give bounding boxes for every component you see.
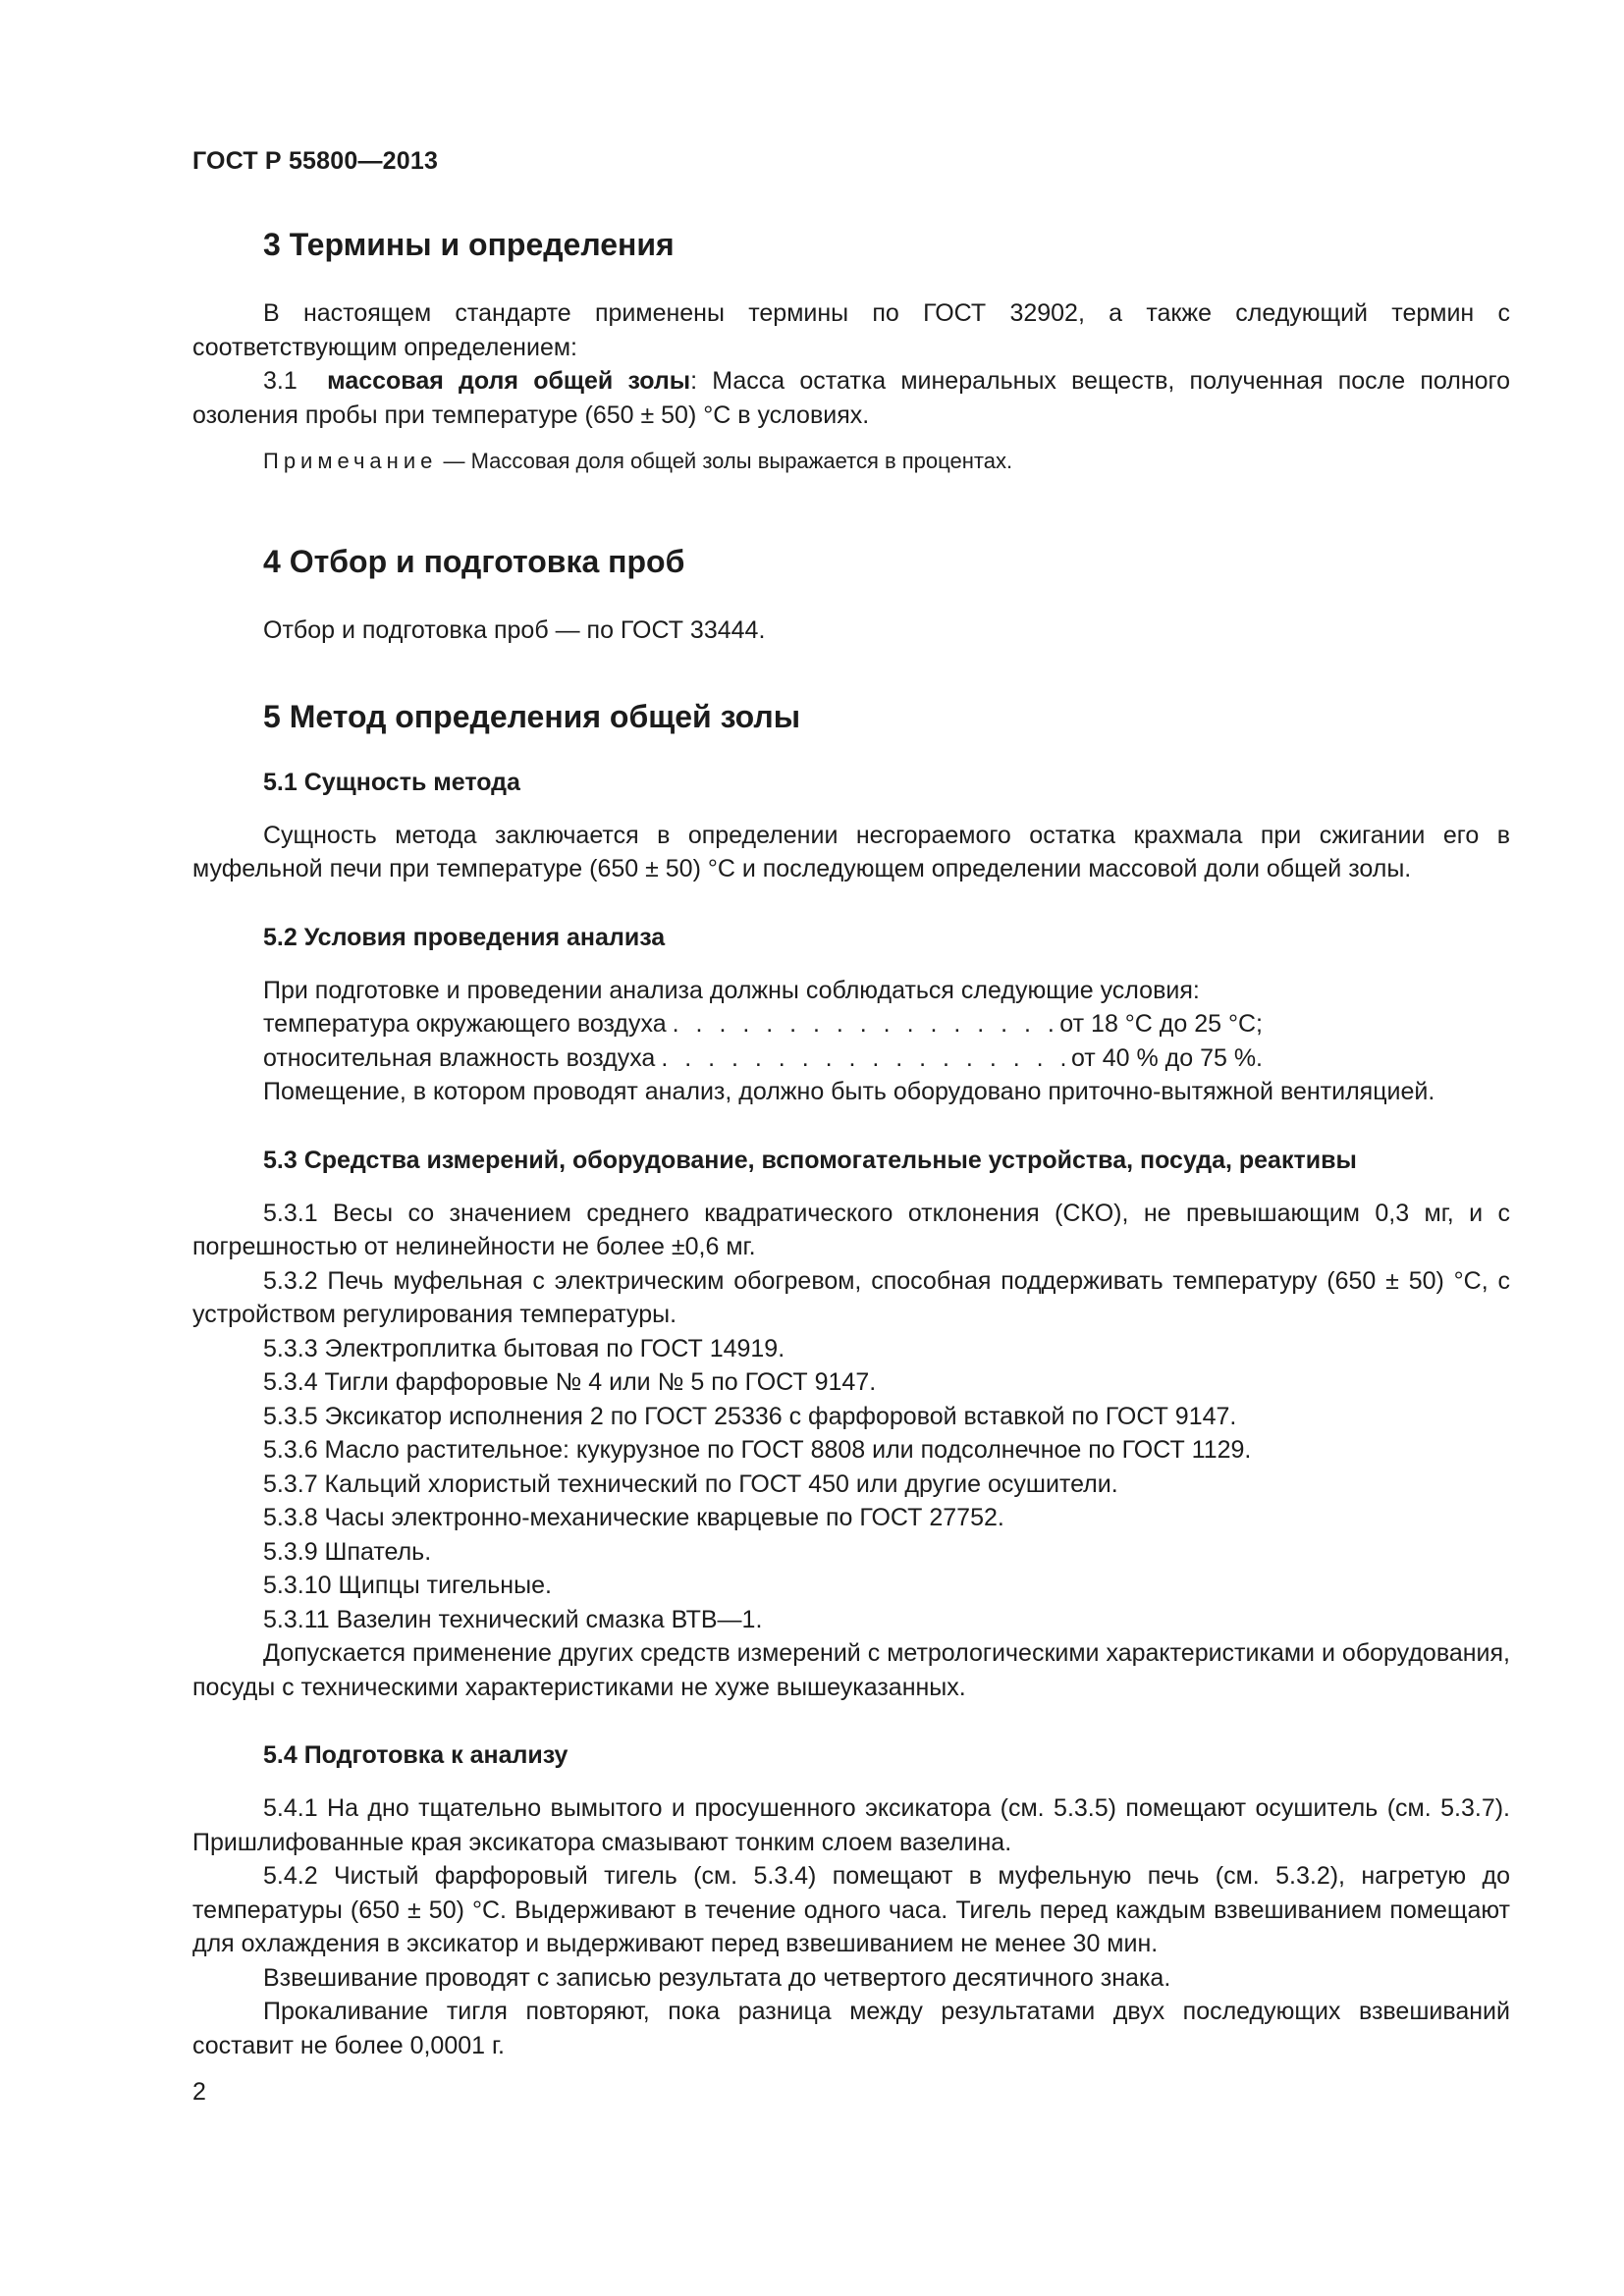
list-item: Прокаливание тигля повторяют, пока разница между результатами двух последующих взвешиваний составит не более 0,0001 г. <box>192 1998 1510 2059</box>
subsection-5-2-heading: 5.2 Условия проведения анализа <box>263 923 666 951</box>
section-3-intro: В настоящем стандарте применены термины по ГОСТ 32902, а также следующий термин с соответствующим определением: <box>192 299 1510 361</box>
dot-leader <box>673 1007 1055 1041</box>
list-item: 5.4.2 Чистый фарфоровый тигель (см. 5.3.4) помещают в муфельную печь (см. 5.3.2), нагретую до температуры (650 ± 50) °С. Выдерживают в течение одного часа. Тигель перед каждым взвешиванием помещают для охлаждения в эксикатор и выдерживают перед взвешиванием не менее 30 мин. <box>192 1862 1510 1957</box>
condition-temperature <box>263 1007 1263 1041</box>
term-3-1 <box>192 364 1510 432</box>
subsection-5-1-heading: 5.1 Сущность метода <box>263 768 520 796</box>
list-item: Взвешивание проводят с записью результата до четвертого десятичного знака. <box>263 1963 1171 1992</box>
list-item: 5.3.7 Кальций хлористый технический по ГОСТ 450 или другие осушители. <box>263 1469 1118 1498</box>
section-4-heading: 4 Отбор и подготовка проб <box>263 544 685 579</box>
document-page <box>192 147 1510 2062</box>
list-item: 5.3.2 Печь муфельная с электрическим обогревом, способная поддерживать температуру (650 ± 50) °С, с устройством регулирования температуры. <box>192 1266 1510 1328</box>
list-item: 5.3.1 Весы со значением среднего квадратического отклонения (СКО), не превышающим 0,3 мг, и с погрешностью от нелинейности не более ±0,6 мг. <box>192 1199 1510 1260</box>
list-item: 5.3.9 Шпатель. <box>263 1537 432 1566</box>
list-item: 5.3.6 Масло растительное: кукурузное по ГОСТ 8808 или подсолнечное по ГОСТ 1129. <box>263 1436 1252 1464</box>
list-item: 5.4.1 На дно тщательно вымытого и просушенного эксикатора (см. 5.3.5) помещают осушитель (см. 5.3.7). Пришлифованные края эксикатора смазывают тонким слоем вазелина. <box>192 1794 1510 1856</box>
condition-label: температура окружающего воздуха <box>263 1010 667 1038</box>
note-text: — Массовая доля общей золы выражается в процентах. <box>437 449 1013 473</box>
subsection-5-3-note: Допускается применение других средств измерений с метрологическими характеристиками и оборудования, посуды с техническими характеристиками не хуже вышеуказанных. <box>192 1639 1510 1701</box>
page-number: 2 <box>192 2078 206 2106</box>
section-5-heading: 5 Метод определения общей золы <box>263 698 801 734</box>
term-number: 3.1 <box>263 367 298 395</box>
note <box>263 446 1510 477</box>
list-item: 5.3.10 Щипцы тигельные. <box>263 1572 552 1599</box>
condition-label: относительная влажность воздуха <box>263 1043 656 1072</box>
note-label: Примечание <box>263 449 438 473</box>
list-item: 5.3.5 Эксикатор исполнения 2 по ГОСТ 25336 с фарфоровой вставкой по ГОСТ 9147. <box>263 1402 1237 1430</box>
dot-leader <box>661 1041 1065 1076</box>
section-3-heading: 3 Термины и определения <box>263 227 675 262</box>
term-definition: : Масса остатка минеральных веществ, полученная после полного озоления пробы при температуре (650 ± 50) °С в условиях. <box>192 367 1510 429</box>
subsection-5-2-room: Помещение, в котором проводят анализ, должно быть оборудовано приточно-вытяжной вентиляцией. <box>263 1078 1435 1105</box>
subsection-5-2-intro: При подготовке и проведении анализа должны соблюдаться следующие условия: <box>263 976 1200 1004</box>
subsection-5-3-heading: 5.3 Средства измерений, оборудование, вспомогательные устройства, посуда, реактивы <box>263 1146 1357 1174</box>
condition-value: от 18 °С до 25 °С; <box>1059 1010 1263 1038</box>
subsection-5-4-heading: 5.4 Подготовка к анализу <box>263 1741 568 1769</box>
subsection-5-1-text: Сущность метода заключается в определении несгораемого остатка крахмала при сжигании его в муфельной печи при температуре (650 ± 50) °С и последующем определении массовой доли общей золы. <box>192 821 1510 882</box>
section-4-text: Отбор и подготовка проб — по ГОСТ 33444. <box>263 616 766 644</box>
term-name: массовая доля общей золы <box>327 367 691 395</box>
list-item: 5.3.4 Тигли фарфоровые № 4 или № 5 по ГОСТ 9147. <box>263 1368 877 1396</box>
condition-value: от 40 % до 75 %. <box>1070 1043 1263 1072</box>
document-header: ГОСТ Р 55800—2013 <box>192 147 439 175</box>
condition-humidity <box>263 1041 1263 1076</box>
list-item: 5.3.3 Электроплитка бытовая по ГОСТ 14919. <box>263 1334 785 1362</box>
list-item: 5.3.11 Вазелин технический смазка ВТВ—1. <box>263 1605 763 1633</box>
list-item: 5.3.8 Часы электронно-механические кварцевые по ГОСТ 27752. <box>263 1504 1004 1531</box>
